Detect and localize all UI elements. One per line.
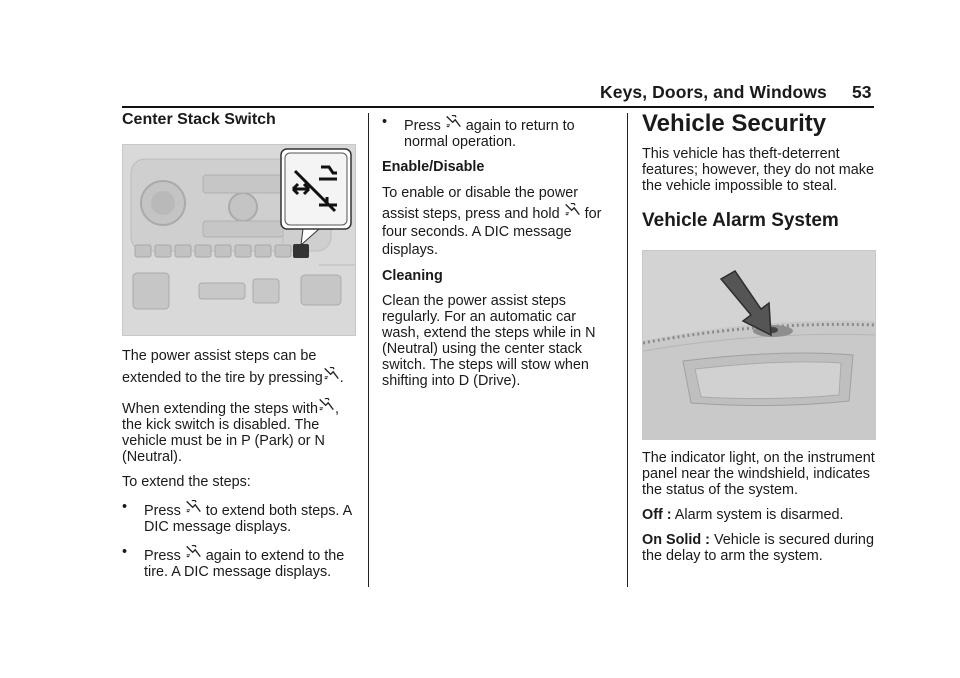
- bullet-mark: •: [382, 114, 388, 130]
- on-solid-text: Vehicle is secured during the delay to arm the system.: [642, 532, 874, 564]
- column-2: [382, 114, 614, 398]
- para3-text: To extend the steps:: [122, 474, 251, 490]
- power-step-icon: [318, 397, 335, 412]
- cleaning-subheading: Cleaning: [382, 268, 443, 284]
- vehicle-alarm-heading: Vehicle Alarm System: [642, 210, 839, 231]
- bullet-extend-tire: [122, 544, 358, 580]
- center-stack-figure: [122, 144, 356, 336]
- bullet3-text: Press: [404, 118, 441, 134]
- page-number: 53: [852, 82, 872, 102]
- column-3: [642, 110, 876, 573]
- power-step-icon: [185, 544, 202, 559]
- bullet2-text: Press: [144, 548, 181, 564]
- off-label: Off :: [642, 507, 672, 523]
- para4-end: for four seconds. A DIC message displays.: [382, 206, 602, 258]
- center-stack-switch-heading: Center Stack Switch: [122, 111, 276, 128]
- center-stack-illustration: [123, 145, 355, 335]
- para7-text: The indicator light, on the instrument panel near the windshield, indicates the status of the system.: [642, 450, 875, 498]
- bullet3-end: again to return to normal operation.: [404, 118, 575, 150]
- off-text: Alarm system is disarmed.: [674, 507, 844, 523]
- power-step-icon: [185, 499, 202, 514]
- power-step-icon: [323, 366, 340, 381]
- section-title: Keys, Doors, and Windows: [600, 82, 827, 102]
- header-rule: [122, 106, 874, 108]
- power-step-icon: [564, 202, 581, 217]
- para1-end: .: [339, 370, 344, 386]
- off-status: [642, 507, 876, 523]
- bullet-mark: •: [122, 499, 128, 515]
- para5-text: Clean the power assist steps regularly. For an automatic car wash, extend the steps while in N (Neutral) using the center stack switch. The steps will stow when shifting into D (Drive).: [382, 293, 596, 389]
- para6-text: This vehicle has theft-deterrent features; however, they do not make the vehicle impossible to steal.: [642, 146, 874, 194]
- bullet2-end: again to extend to the tire. A DIC message displays.: [144, 548, 345, 580]
- para1-text: The power assist steps can be extended to the tire by pressing: [122, 348, 323, 386]
- dashboard-illustration: [643, 251, 875, 439]
- column-1: [122, 112, 358, 589]
- para2-text: When extending the steps with: [122, 401, 318, 417]
- alarm-indicator-figure: [642, 250, 876, 440]
- bullet1-end: to extend both steps. A DIC message displays.: [144, 503, 352, 535]
- para2-end: , the kick switch is disabled. The vehicle must be in P (Park) or N (Neutral).: [122, 401, 339, 465]
- on-solid-label: On Solid :: [642, 532, 710, 548]
- bullet-mark: •: [122, 544, 128, 560]
- bullet-extend-both: [122, 499, 358, 535]
- bullet-return-normal: [382, 114, 614, 150]
- column-divider-1: [368, 113, 369, 587]
- enable-disable-subheading: Enable/Disable: [382, 159, 485, 175]
- on-solid-status: [642, 532, 876, 564]
- power-step-icon: [445, 114, 462, 129]
- vehicle-security-heading: Vehicle Security: [642, 110, 827, 137]
- para4-text: To enable or disable the power assist steps, press and hold: [382, 185, 579, 222]
- bullet1-text: Press: [144, 503, 181, 519]
- column-divider-2: [627, 113, 628, 587]
